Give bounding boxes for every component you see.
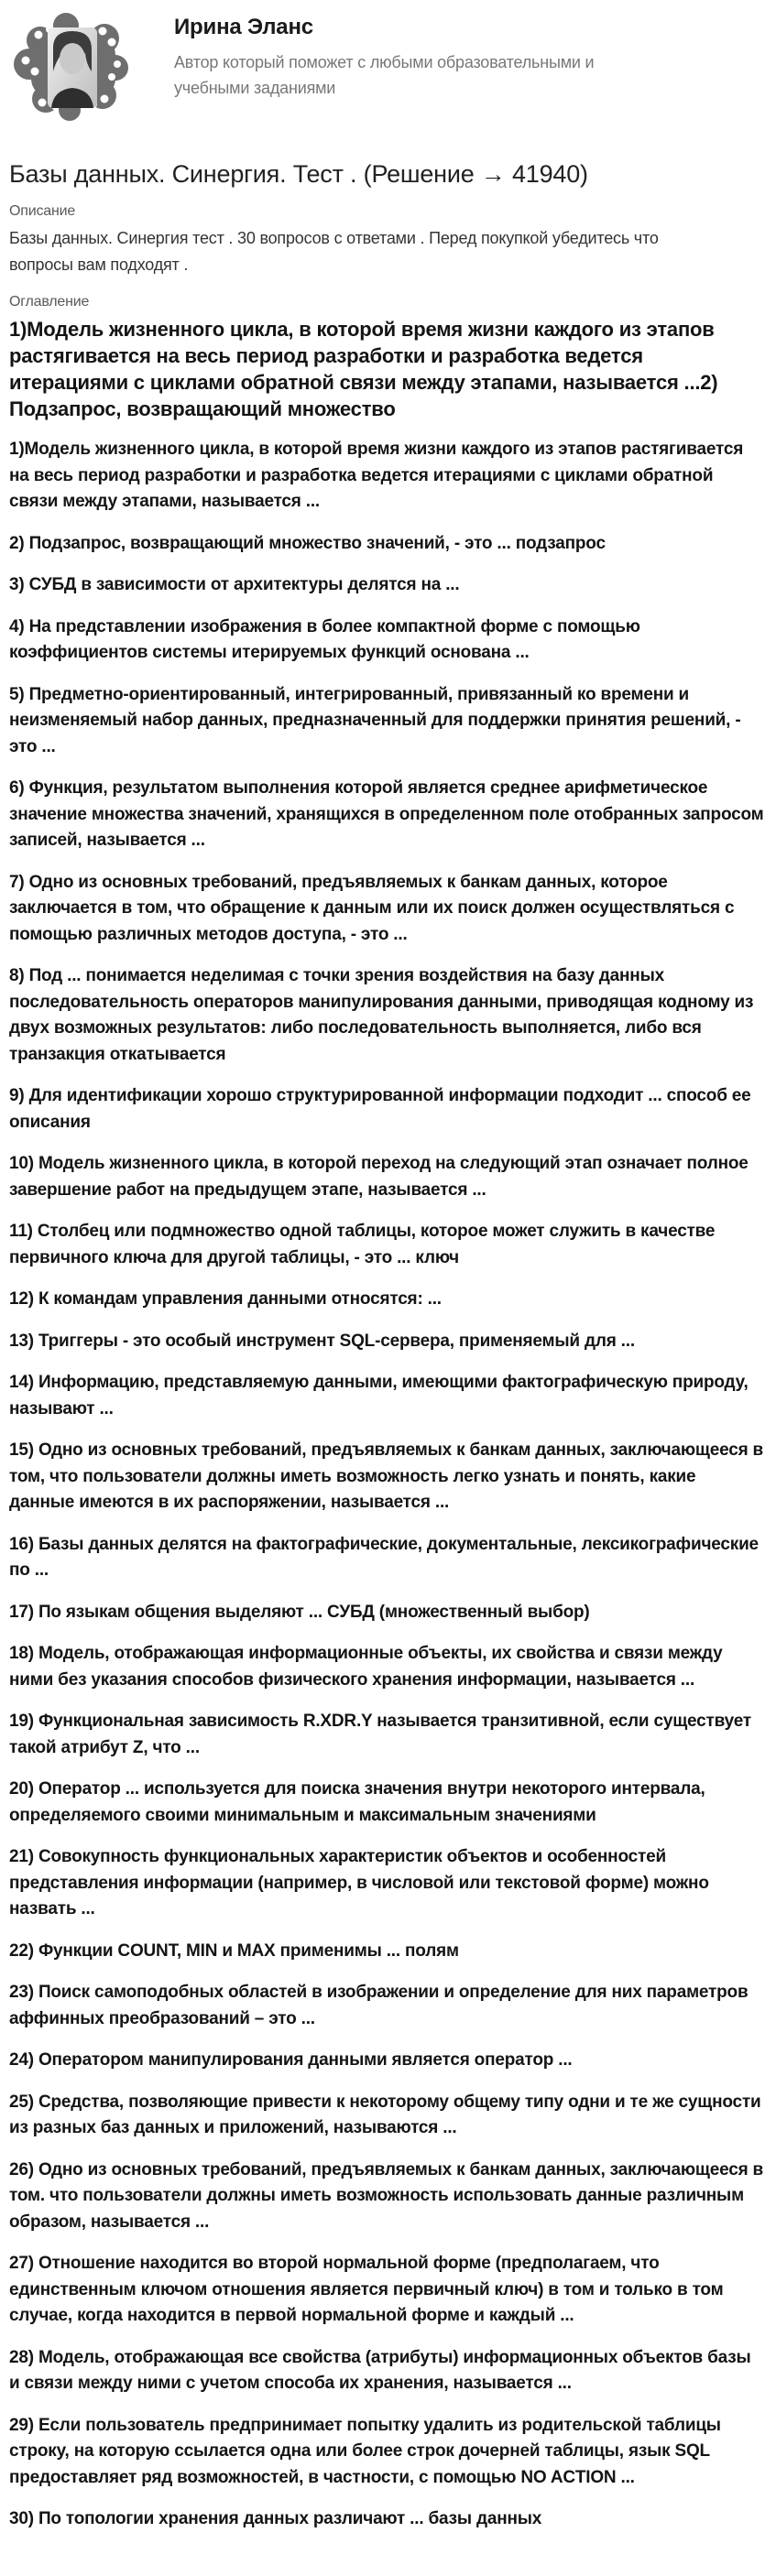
question-item: 16) Базы данных делятся на фактографические, документальные, лексикографические по ... bbox=[9, 1534, 759, 1581]
question-item: 27) Отношение находится во второй нормальной форме (предполагаем, что единственным ключом отношения является первичный ключ) в том и только в том случае, когда находится в первой нормальной форме и каждый ... bbox=[9, 2254, 724, 2326]
question-item: 3) СУБД в зависимости от архитектуры делятся на ... bbox=[9, 575, 460, 595]
question-item: 23) Поиск самоподобных областей в изображении и определение для них параметров аффинных преобразований – это ... bbox=[9, 1983, 749, 2028]
question-item: 15) Одно из основных требований, предъявляемых к банкам данных, заключающееся в том, что пользователи должны иметь возможность легко узнать и понять, какие данные имеются в их распоряжении, называется ... bbox=[9, 1440, 764, 1513]
question-item: 24) Оператором манипулирования данными является оператор ... bbox=[9, 2050, 573, 2071]
question-item: 1)Модель жизненного цикла, в которой время жизни каждого из этапов растягивается на весь период разработки и разработка ведется итерациями с циклами обратной связи между этапами, называется ... bbox=[9, 440, 744, 512]
author-subtitle: Автор который поможет с любыми образовательными и учебными заданиями bbox=[174, 52, 595, 97]
question-item: 30) По топологии хранения данных различают ... базы данных bbox=[9, 2509, 542, 2529]
description-text: Базы данных. Синергия тест . 30 вопросов с ответами . Перед покупкой убедитесь что вопросы вам подходят . bbox=[9, 228, 659, 274]
question-item: 6) Функция, результатом выполнения которой является среднее арифметическое значение множества значений, хранящихся в определенном поле отобранных запросом записей, называется ... bbox=[9, 778, 764, 851]
author-info bbox=[174, 11, 632, 102]
question-item: 28) Модель, отображающая все свойства (атрибуты) информационных объектов базы и связи между ними с учетом способа их хранения, называется ... bbox=[9, 2347, 751, 2394]
question-item: 14) Информацию, представляемую данными, имеющими фактографическую природу, называют ... bbox=[9, 1373, 749, 1418]
question-item: 19) Функциональная зависимость R.XDR.Y называется транзитивной, если существует такой атрибут Z, что ... bbox=[9, 1712, 751, 1757]
question-item: 10) Модель жизненного цикла, в которой переход на следующий этап означает полное завершение работ на предыдущем этапе, называется ... bbox=[9, 1154, 749, 1200]
questions-list bbox=[9, 437, 765, 2533]
question-item: 4) На представлении изображения в более компактной форме с помощью коэффициентов системы итерируемых функций основана ... bbox=[9, 616, 640, 663]
question-item: 2) Подзапрос, возвращающий множество значений, - это ... подзапрос bbox=[9, 533, 606, 553]
description-label: Описание bbox=[9, 202, 76, 219]
toc-label: Оглавление bbox=[9, 294, 90, 310]
question-item: 25) Средства, позволяющие привести к некоторому общему типу одни и те же сущности из разных баз данных и приложений, называются ... bbox=[9, 2092, 761, 2138]
question-item: 12) К командам управления данными относятся: ... bbox=[9, 1289, 442, 1310]
question-item: 5) Предметно-ориентированный, интегрированный, привязанный ко времени и неизменяемый набор данных, предназначенный для поддержки принятия решений, - это ... bbox=[9, 684, 741, 756]
toc-heading: 1)Модель жизненного цикла, в которой время жизни каждого из этапов растягивается на весь период разработки и разработка ведется итерациями с циклами обратной связи между этапами, называется ...2) Подзапрос, возвращающий множество bbox=[9, 318, 718, 421]
author-portrait-icon bbox=[9, 11, 136, 123]
question-item: 11) Столбец или подмножество одной таблицы, которое может служить в качестве первичного ключа для другой таблицы, - это ... ключ bbox=[9, 1222, 716, 1267]
question-item: 17) По языкам общения выделяют ... СУБД (множественный выбор) bbox=[9, 1602, 590, 1622]
question-item: 22) Функции COUNT, MIN и MAX применимы ... полям bbox=[9, 1940, 459, 1961]
question-item: 29) Если пользователь предпринимает попытку удалить из родительской таблицы строку, на которую ссылается одна или более строк дочерней таблицы, язык SQL предоставляет ряд возможностей, в частности, с помощью NO ACTION ... bbox=[9, 2415, 721, 2487]
question-item: 9) Для идентификации хорошо структурированной информации подходит ... способ ее описания bbox=[9, 1086, 751, 1132]
page-title: Базы данных. Синергия. Тест . (Решение → 41940) bbox=[9, 160, 588, 188]
question-item: 21) Совокупность функциональных характеристик объектов и особенностей представления информации (например, в числовой или текстовой форме) можно назвать ... bbox=[9, 1847, 709, 1919]
question-item: 7) Одно из основных требований, предъявляемых к банкам данных, которое заключается в том, что обращение к данным или их поиск должен осуществляться с помощью различных методов доступа, - это ... bbox=[9, 872, 735, 944]
question-item: 18) Модель, отображающая информационные объекты, их свойства и связи между ними без указания способов физического хранения информации, называется ... bbox=[9, 1644, 723, 1690]
question-item: 13) Триггеры - это особый инструмент SQL-сервера, применяемый для ... bbox=[9, 1331, 635, 1351]
question-item: 20) Оператор ... используется для поиска значения внутри некоторого интервала, определяемого своими минимальным и максимальным значениями bbox=[9, 1779, 705, 1825]
question-item: 26) Одно из основных требований, предъявляемых к банкам данных, заключающееся в том. что пользователи должны иметь возможность использовать данные различным образом, называется ... bbox=[9, 2159, 764, 2232]
question-item: 8) Под ... понимается неделимая с точки зрения воздействия на базу данных последовательность операторов манипулирования данными, приводящая кодному из двух возможных результатов: либо последовательность выполняется, либо вся транзакция откатывается bbox=[9, 966, 754, 1064]
author-avatar bbox=[9, 11, 136, 123]
author-name: Ирина Эланс bbox=[174, 15, 313, 39]
author-header bbox=[9, 7, 765, 130]
